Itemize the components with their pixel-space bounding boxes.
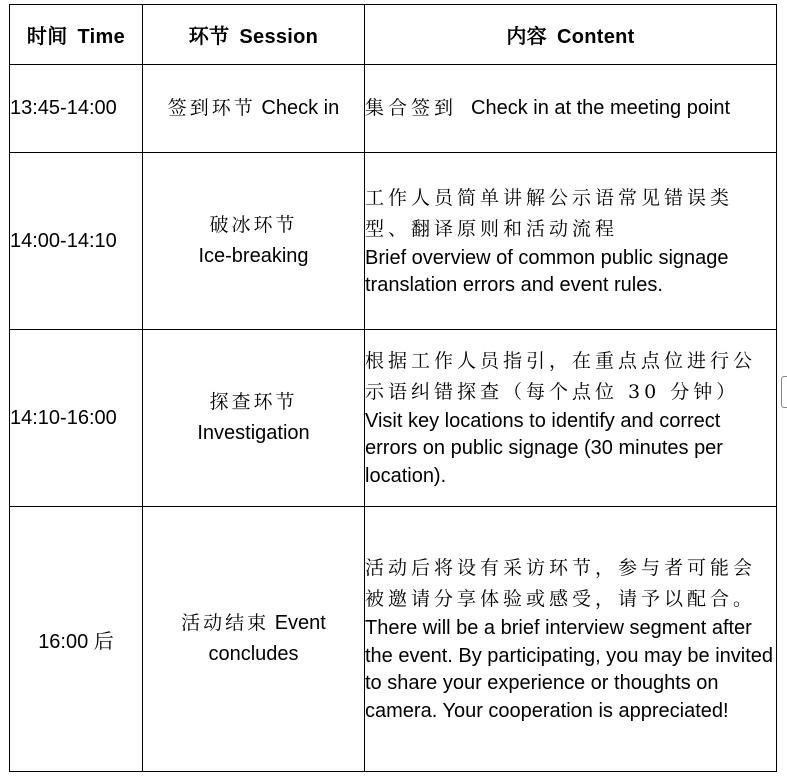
schedule-table <box>9 4 777 772</box>
table-row <box>10 153 777 330</box>
session-cell: 签到环节 Check in <box>143 65 365 153</box>
session-cell: 探查环节 Investigation <box>143 330 365 507</box>
content-cell: 工作人员简单讲解公示语常见错误类型、翻译原则和活动流程 Brief overview of common public signage translation errors and event rules. <box>365 153 777 330</box>
content-cell: 活动后将设有采访环节，参与者可能会被邀请分享体验或感受，请予以配合。 There will be a brief interview segment after the event. By participating, you may be invited to share your experience or thoughts on camera. Your cooperation is appreciated! <box>365 507 777 772</box>
time-cell: 14:00-14:10 <box>10 153 143 330</box>
table-row <box>10 330 777 507</box>
time-cell: 14:10-16:00 <box>10 330 143 507</box>
header-time: 时间 Time <box>10 5 143 65</box>
content-cell: 根据工作人员指引，在重点点位进行公示语纠错探查（每个点位 30 分钟） Visit key locations to identify and correct errors on public signage (30 minutes per location). <box>365 330 777 507</box>
time-cell: 16:00 后 <box>10 507 143 772</box>
session-cell: 破冰环节 Ice-breaking <box>143 153 365 330</box>
header-session: 环节 Session <box>143 5 365 65</box>
table-row <box>10 65 777 153</box>
header-row <box>10 5 777 65</box>
content-cell: 集合签到 Check in at the meeting point <box>365 65 777 153</box>
session-cell: 活动结束 Event concludes <box>143 507 365 772</box>
time-cell: 13:45-14:00 <box>10 65 143 153</box>
table-row <box>10 507 777 772</box>
page-edge-handle <box>781 376 787 408</box>
header-content: 内容 Content <box>365 5 777 65</box>
